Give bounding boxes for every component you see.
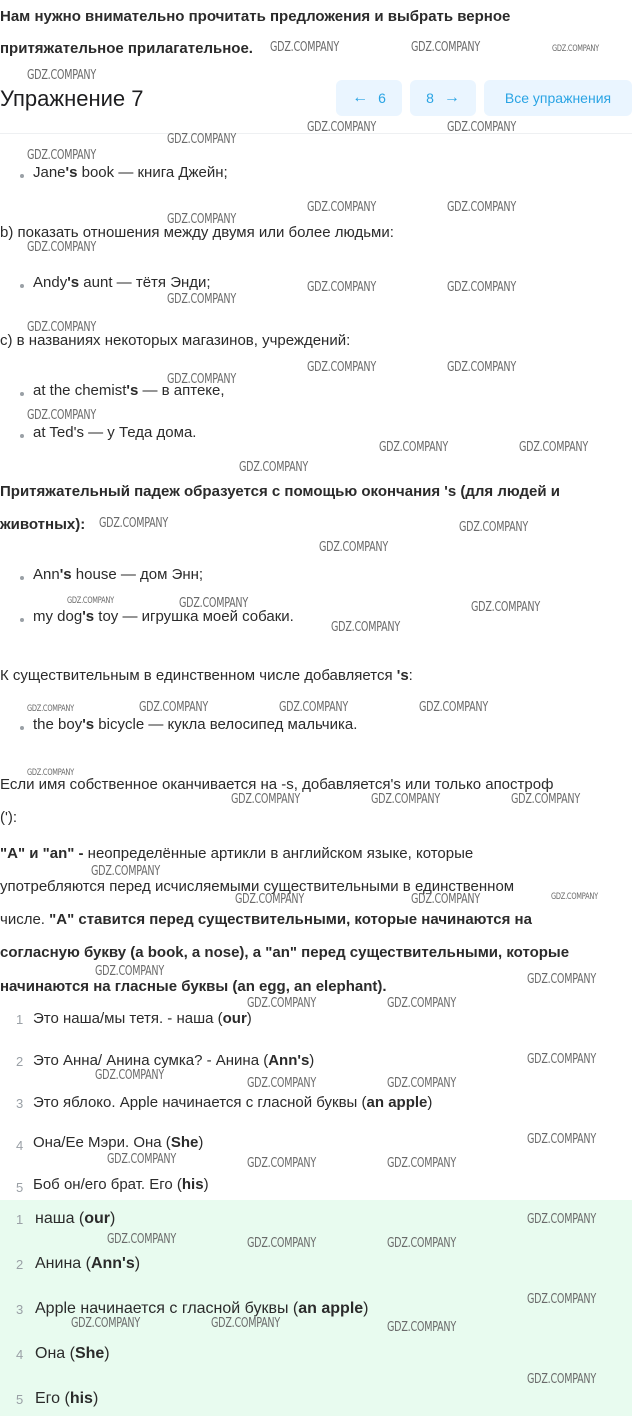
watermark: GDZ.COMPANY: [211, 1316, 280, 1331]
all-exercises-button[interactable]: [484, 80, 632, 116]
task-item: Это Анна/ Анина сумка? - Анина (Ann's): [33, 1052, 315, 1069]
watermark: GDZ.COMPANY: [27, 768, 74, 778]
watermark: GDZ.COMPANY: [471, 600, 540, 615]
watermark: GDZ.COMPANY: [167, 212, 236, 227]
watermark: GDZ.COMPANY: [270, 40, 339, 55]
watermark: GDZ.COMPANY: [379, 440, 448, 455]
watermark: GDZ.COMPANY: [239, 460, 308, 475]
arrow-right-icon: →: [443, 89, 460, 106]
articles-line-1: "A" и "an" - неопределённые артикли в английском языке, которые: [0, 845, 474, 862]
bullet-marker: [20, 726, 24, 730]
example-andy: Andy's aunt — тётя Энди;: [33, 274, 211, 291]
example-ann-house: Ann's house — дом Энн;: [33, 566, 204, 583]
example-dog-toy: my dog's toy — игрушка моей собаки.: [33, 608, 294, 625]
watermark: GDZ.COMPANY: [107, 1232, 176, 1247]
articles-line-4: согласную букву (a book, a nose), а "an" перед существительными, которые: [0, 944, 570, 961]
watermark: GDZ.COMPANY: [459, 520, 528, 535]
watermark: GDZ.COMPANY: [447, 120, 516, 135]
watermark: GDZ.COMPANY: [387, 1076, 456, 1091]
task-number: 5: [16, 1180, 24, 1195]
task-item: Боб он/его брат. Его (his): [33, 1176, 209, 1193]
singular-rule: К существительным в единственном числе добавляется 's:: [0, 667, 413, 684]
next-exercise-label: 8: [426, 90, 434, 106]
watermark: GDZ.COMPANY: [552, 44, 599, 54]
articles-line-2: употребляются перед исчисляемыми существительными в единственном: [0, 878, 515, 895]
intro-line-1: Нам нужно внимательно прочитать предложения и выбрать верное: [0, 8, 511, 25]
watermark: GDZ.COMPANY: [107, 1152, 176, 1167]
example-ted: at Ted's — у Теда дома.: [33, 424, 197, 441]
watermark: GDZ.COMPANY: [279, 700, 348, 715]
watermark: GDZ.COMPANY: [419, 700, 488, 715]
answer-item: наша (our): [35, 1210, 116, 1227]
watermark: GDZ.COMPANY: [247, 1156, 316, 1171]
watermark: GDZ.COMPANY: [167, 372, 236, 387]
watermark: GDZ.COMPANY: [307, 280, 376, 295]
example-boy-bicycle: the boy's bicycle — кукла велосипед мальчика.: [33, 716, 358, 733]
task-number: 1: [16, 1012, 24, 1027]
bullet-marker: [20, 284, 24, 288]
next-exercise-button[interactable]: [410, 80, 476, 116]
task-item: Она/Ее Мэри. Она (She): [33, 1134, 204, 1151]
watermark: GDZ.COMPANY: [527, 1212, 596, 1227]
watermark: GDZ.COMPANY: [231, 792, 300, 807]
proper-noun-rule-line-1: Если имя собственное оканчивается на -s, добавляется's или только апостроф: [0, 776, 554, 793]
watermark: GDZ.COMPANY: [235, 892, 304, 907]
watermark: GDZ.COMPANY: [247, 996, 316, 1011]
task-item: Это яблоко. Apple начинается с гласной буквы (an apple): [33, 1094, 433, 1111]
bullet-marker: [20, 576, 24, 580]
watermark: GDZ.COMPANY: [27, 320, 96, 335]
heading-relations: b) показать отношения между двумя или более людьми:: [0, 224, 394, 241]
watermark: GDZ.COMPANY: [27, 148, 96, 163]
answer-number: 5: [16, 1392, 24, 1407]
watermark: GDZ.COMPANY: [167, 132, 236, 147]
watermark: GDZ.COMPANY: [527, 1372, 596, 1387]
answer-number: 1: [16, 1212, 24, 1227]
watermark: GDZ.COMPANY: [319, 540, 388, 555]
answer-number: 3: [16, 1302, 24, 1317]
watermark: GDZ.COMPANY: [411, 40, 480, 55]
watermark: GDZ.COMPANY: [447, 200, 516, 215]
watermark: GDZ.COMPANY: [67, 596, 114, 606]
watermark: GDZ.COMPANY: [95, 964, 164, 979]
watermark: GDZ.COMPANY: [511, 792, 580, 807]
prev-exercise-label: 6: [378, 90, 386, 106]
watermark: GDZ.COMPANY: [139, 700, 208, 715]
task-number: 2: [16, 1054, 24, 1069]
watermark: GDZ.COMPANY: [387, 1320, 456, 1335]
exercise-title: Упражнение 7: [0, 86, 144, 111]
watermark: GDZ.COMPANY: [371, 792, 440, 807]
watermark: GDZ.COMPANY: [95, 1068, 164, 1083]
watermark: GDZ.COMPANY: [527, 1292, 596, 1307]
example-chemist: at the chemist's — в аптеке,: [33, 382, 225, 399]
watermark: GDZ.COMPANY: [27, 408, 96, 423]
all-exercises-label: Все упражнения: [504, 90, 612, 106]
proper-noun-rule-line-2: ('):: [0, 809, 18, 826]
watermark: GDZ.COMPANY: [91, 864, 160, 879]
watermark: GDZ.COMPANY: [387, 996, 456, 1011]
intro-line-2: притяжательное прилагательное.: [0, 40, 253, 57]
watermark: GDZ.COMPANY: [307, 120, 376, 135]
arrow-left-icon: ←: [352, 89, 369, 106]
answer-number: 2: [16, 1257, 24, 1272]
bullet-marker: [20, 618, 24, 622]
task-number: 4: [16, 1138, 24, 1153]
watermark: GDZ.COMPANY: [27, 240, 96, 255]
heading-shops: c) в названиях некоторых магазинов, учреждений:: [0, 332, 351, 349]
watermark: GDZ.COMPANY: [387, 1156, 456, 1171]
answer-item: Анина (Ann's): [35, 1255, 141, 1272]
watermark: GDZ.COMPANY: [71, 1316, 140, 1331]
bullet-marker: [20, 174, 24, 178]
watermark: GDZ.COMPANY: [331, 620, 400, 635]
example-jane: Jane's book — книга Джейн;: [33, 164, 228, 181]
possessive-rule-line-2: животных):: [0, 516, 86, 533]
answer-number: 4: [16, 1347, 24, 1362]
watermark: GDZ.COMPANY: [307, 360, 376, 375]
articles-line-5: начинаются на гласные буквы (an egg, an elephant).: [0, 978, 387, 995]
watermark: GDZ.COMPANY: [527, 1132, 596, 1147]
task-item: Это наша/мы тетя. - наша (our): [33, 1010, 252, 1027]
watermark: GDZ.COMPANY: [307, 200, 376, 215]
answer-item: Apple начинается с гласной буквы (an apple): [35, 1300, 369, 1317]
bullet-marker: [20, 434, 24, 438]
watermark: GDZ.COMPANY: [387, 1236, 456, 1251]
watermark: GDZ.COMPANY: [447, 280, 516, 295]
articles-line-3: числе. "A" ставится перед существительными, которые начинаются на: [0, 911, 532, 928]
prev-exercise-button[interactable]: [336, 80, 402, 116]
watermark: GDZ.COMPANY: [247, 1236, 316, 1251]
watermark: GDZ.COMPANY: [179, 596, 248, 611]
watermark: GDZ.COMPANY: [27, 68, 96, 83]
answer-item: Она (She): [35, 1345, 110, 1362]
watermark: GDZ.COMPANY: [99, 516, 168, 531]
task-number: 3: [16, 1096, 24, 1111]
watermark: GDZ.COMPANY: [551, 892, 598, 902]
watermark: GDZ.COMPANY: [411, 892, 480, 907]
bullet-marker: [20, 392, 24, 396]
possessive-rule-line-1: Притяжательный падеж образуется с помощью окончания 's (для людей и: [0, 483, 560, 500]
watermark: GDZ.COMPANY: [167, 292, 236, 307]
answer-item: Его (his): [35, 1390, 99, 1407]
watermark: GDZ.COMPANY: [27, 704, 74, 714]
watermark: GDZ.COMPANY: [519, 440, 588, 455]
watermark: GDZ.COMPANY: [247, 1076, 316, 1091]
watermark: GDZ.COMPANY: [447, 360, 516, 375]
watermark: GDZ.COMPANY: [527, 1052, 596, 1067]
watermark: GDZ.COMPANY: [527, 972, 596, 987]
